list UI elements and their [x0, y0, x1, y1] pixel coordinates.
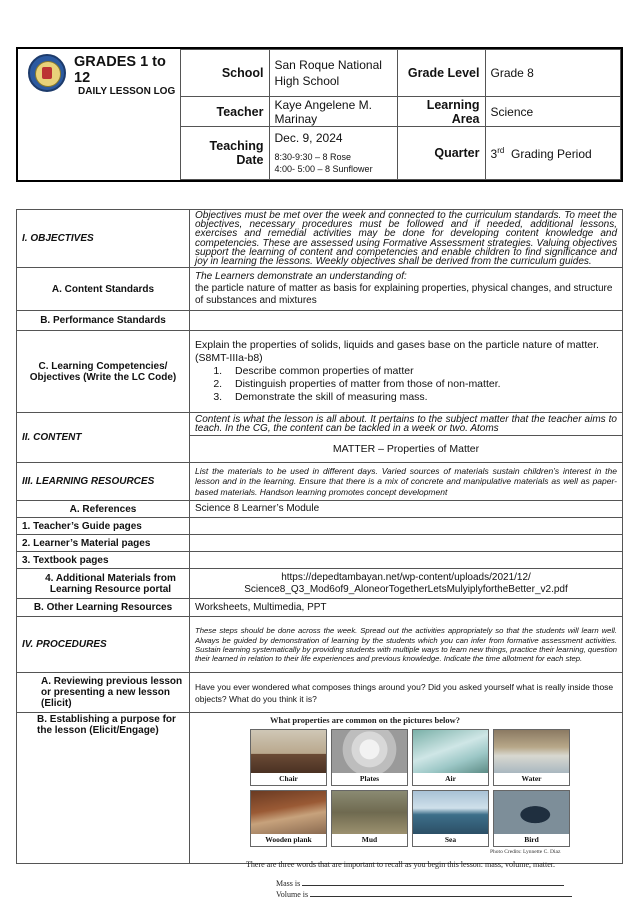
teacher-label: Teacher: [180, 97, 269, 127]
mass-blank[interactable]: [302, 878, 564, 886]
procedure-b-value: [190, 713, 623, 864]
textbook-label: 3. Textbook pages: [17, 552, 190, 569]
grade-level-label: Grade Level: [397, 50, 485, 97]
time-slot-1: 8:30-9:30 – 8 Rose: [274, 152, 352, 162]
performance-standards-value: [190, 311, 623, 331]
procedure-b-label: B. Establishing a purpose for the lesson (Elicit/Engage): [17, 713, 190, 864]
properties-activity-picture: [190, 715, 622, 863]
content-note: Content is what the lesson is all about. It pertains to the subject matter that the teacher aims to teach. In the CG, the content can be tackled in a week or two. Atoms: [190, 413, 623, 436]
quarter-value: 3rd Grading Period: [485, 127, 621, 180]
dll-subtitle: DAILY LESSON LOG: [78, 85, 176, 97]
procedures-heading: IV. PROCEDURES: [17, 617, 190, 673]
objective-item: 2. Distinguish properties of matter from those of non-matter.: [225, 378, 617, 391]
school-label: School: [180, 50, 269, 97]
textbook-value: [190, 552, 623, 569]
learning-area-value: Science: [485, 97, 621, 127]
grades-title: GRADES 1 to 12: [74, 53, 166, 86]
mass-label: Mass is: [276, 879, 301, 888]
volume-blank[interactable]: [310, 889, 572, 897]
picture-grid: [250, 729, 570, 847]
procedure-a-label: A. Reviewing previous lesson or presenting a new lesson (Elicit): [17, 673, 190, 713]
photo-credit: Photo Credits: Lynnette C. Diaz: [490, 849, 561, 856]
picture-question: What properties are common on the pictures below?: [270, 715, 461, 726]
teachers-guide-value: [190, 518, 623, 535]
content-standards-value: The Learners demonstrate an understanding of: the particle nature of matter as basis for explaining properties, physical changes, and structure of substances and mixtures: [190, 268, 623, 311]
tile-water: Water: [493, 729, 570, 786]
other-resources-label: B. Other Learning Resources: [17, 599, 190, 617]
quarter-label: Quarter: [397, 127, 485, 180]
lr-portal-link[interactable]: https://depedtambayan.net/wp-content/uploads/2021/12/: [281, 571, 531, 583]
competencies-value: Explain the properties of solids, liquids and gases base on the particle nature of matter. (S8MT-IIIa-b8) 1. Describe common properties of matter 2. Distinguish properties of matter from those of non-matter. 3. Demonstrate the skill of measuring mass.: [190, 331, 623, 413]
tile-plates: Plates: [331, 729, 408, 786]
tile-sea: Sea: [412, 790, 489, 847]
content-topic: MATTER – Properties of Matter: [190, 436, 623, 463]
lr-portal-value: https://depedtambayan.net/wp-content/uploads/2021/12/ Science8_Q3_Mod6of9_AloneorTogetherLetsMulyiplyfortheBetter_v2.pdf: [190, 569, 623, 599]
recall-text: There are three words that are important to recall as you begin this lesson: mass, volume, matter.: [246, 860, 556, 869]
content-heading: II. CONTENT: [17, 413, 190, 463]
content-standards-label: A. Content Standards: [17, 268, 190, 311]
teaching-date-value: Dec. 9, 2024 8:30-9:30 – 8 Rose 4:00- 5:00 – 8 Sunflower: [269, 127, 397, 180]
recall-instructions: [246, 860, 576, 900]
deped-seal-icon: [28, 54, 66, 92]
objective-item: 3. Demonstrate the skill of measuring mass.: [225, 391, 617, 404]
grade-level-value: Grade 8: [485, 50, 621, 97]
procedure-a-value: Have you ever wondered what composes things around you? Did you asked yourself what is really inside those objects? What do you think it is?: [190, 673, 623, 713]
teaching-date-label: Teaching Date: [180, 127, 269, 180]
learners-material-label: 2. Learner’s Material pages: [17, 535, 190, 552]
volume-label: Volume is: [276, 890, 309, 899]
references-value: Science 8 Learner’s Module: [190, 501, 623, 518]
time-slot-2: 4:00- 5:00 – 8 Sunflower: [274, 164, 373, 174]
objectives-heading: I. OBJECTIVES: [17, 210, 190, 268]
objectives-note: Objectives must be met over the week and connected to the curriculum standards. To meet the objectives, necessary procedures must be followed and if needed, additional lessons, exercises and remedial activities may be done for developing content knowledge and competencies. These are assessed using Formative Assessment strategies. Valuing objectives support the learning of content and competencies and enable children to find significance and joy in learning the lessons. Weekly objectives shall be derived from the curriculum guides.: [190, 210, 623, 268]
school-value: San Roque National High School: [269, 50, 397, 97]
competencies-label: C. Learning Competencies/ Objectives (Write the LC Code): [17, 331, 190, 413]
lesson-table: [16, 209, 623, 864]
other-resources-value: Worksheets, Multimedia, PPT: [190, 599, 623, 617]
header-logo-cell: [18, 50, 180, 180]
tile-wooden-plank: Wooden plank: [250, 790, 327, 847]
resources-note: List the materials to be used in different days. Varied sources of materials sustain children’s interest in the lesson and in the learning. Ensure that there is a mix of concrete and manipulative materials as well as paper-based materials. Handson learning promotes concept development: [190, 463, 623, 501]
learning-area-label: Learning Area: [397, 97, 485, 127]
learners-material-value: [190, 535, 623, 552]
tile-mud: Mud: [331, 790, 408, 847]
tile-bird: Bird: [493, 790, 570, 847]
tile-air: Air: [412, 729, 489, 786]
references-label: A. References: [17, 501, 190, 518]
teachers-guide-label: 1. Teacher’s Guide pages: [17, 518, 190, 535]
tile-chair: Chair: [250, 729, 327, 786]
lr-portal-label: 4. Additional Materials from Learning Resource portal: [17, 569, 190, 599]
teacher-value: Kaye Angelene M. Marinay: [269, 97, 397, 127]
procedures-note: These steps should be done across the week. Spread out the activities appropriately so that the students will learn well. Always be guided by demonstration of learning by the students which you can infer from formative assessment activities. Sustain learning systematically by providing students with multiple ways to learn new things, practice their learning, question their learned in relation to their life experiences and previous knowledge. Indicate the time allotment for each step.: [190, 617, 623, 673]
performance-standards-label: B. Performance Standards: [17, 311, 190, 331]
resources-heading: III. LEARNING RESOURCES: [17, 463, 190, 501]
objective-item: 1. Describe common properties of matter: [225, 365, 617, 378]
header-table: [16, 47, 623, 182]
